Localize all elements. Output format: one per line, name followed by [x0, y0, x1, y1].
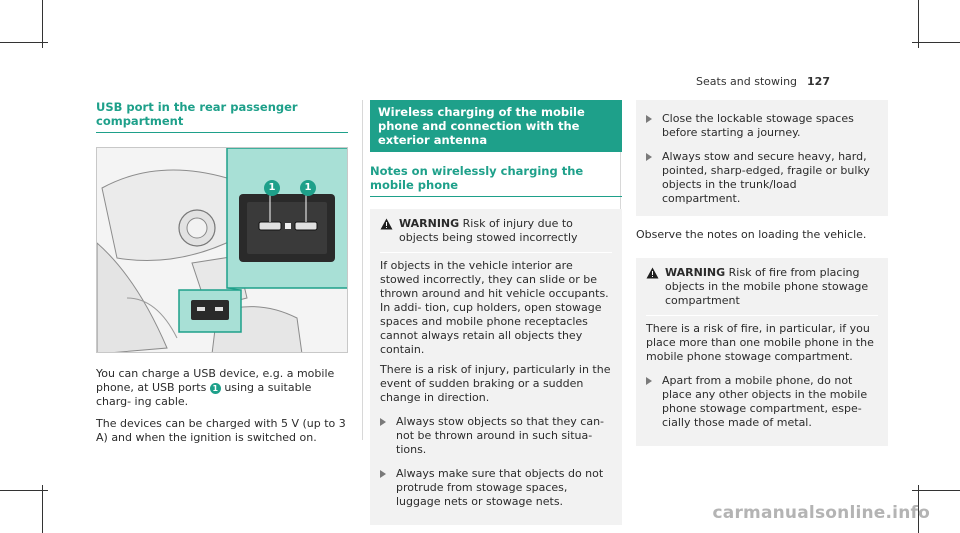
warning-paragraph: There is a risk of fire, in particular, if you place more than one mobile phone in the mobile phone stowage compartment. — [646, 322, 874, 363]
usb-paragraph-1 — [96, 367, 348, 409]
callout-number-icon: 1 — [300, 180, 316, 196]
bullet-text: Always stow objects so that they can- not be thrown around in such situa- tions. — [396, 415, 605, 456]
section-heading-usb: USB port in the rear passenger compartment — [96, 100, 348, 133]
bullet-item — [380, 467, 612, 509]
crop-mark-tl-v — [42, 0, 43, 48]
bullet-item — [646, 374, 878, 430]
watermark: carmanualsonline.info — [712, 503, 930, 523]
crop-mark-bl-v — [42, 485, 43, 533]
callout-number-icon: 1 — [264, 180, 280, 196]
crop-mark-tr-v — [918, 0, 919, 48]
section-heading-notes: Notes on wirelessly charging the mobile phone — [370, 164, 622, 197]
warning-title-text: Risk of fire from placing objects in the mobile phone stowage compartment — [665, 266, 869, 307]
bullet-text: Always make sure that objects do not protrude from stowage spaces, luggage nets or stowage nets. — [396, 467, 604, 508]
rear-console-drawing — [97, 148, 348, 353]
bullet-item — [646, 150, 878, 206]
crop-mark-br-h — [912, 490, 960, 491]
usb-paragraph-2: The devices can be charged with 5 V (up to 3 A) and when the ignition is switched on. — [96, 417, 346, 444]
bullet-text: Close the lockable stowage spaces before starting a journey. — [662, 112, 854, 139]
usb-port-illustration — [96, 147, 348, 353]
bullet-text: Apart from a mobile phone, do not place any other objects in the mobile phone stowage compartment, espe- cially those made of metal. — [662, 374, 868, 429]
usb-text-part: using a suitable charg- ing cable. — [96, 381, 312, 408]
usb-text-part: You can charge a USB device, e.g. a mobile phone, at USB ports — [96, 367, 335, 394]
warning-triangle-icon — [380, 218, 393, 230]
column-usb-port — [96, 100, 348, 445]
warning-title — [399, 217, 612, 245]
page-number: 127 — [807, 75, 830, 88]
bullet-item — [380, 415, 612, 457]
bullet-arrow-icon — [380, 470, 386, 478]
bullet-item — [646, 112, 878, 140]
bullet-arrow-icon — [646, 377, 652, 385]
warning-box-continued — [636, 100, 888, 216]
warning-paragraph: If objects in the vehicle interior are stowed incorrectly, they can slide or be thrown around and hit vehicle occupants. In addi- tion, cup holders, open stowage spaces and mobile phone receptacles cannot always retain all objects they contain. — [380, 259, 609, 356]
warning-title — [665, 266, 878, 308]
column-wireless-charging — [370, 100, 622, 525]
bullet-arrow-icon — [646, 115, 652, 123]
warning-title-text: Risk of injury due to objects being stowed incorrectly — [399, 217, 578, 244]
warning-triangle-icon — [646, 267, 659, 279]
column-continued — [636, 100, 888, 446]
warning-label: WARNING — [399, 217, 460, 230]
crop-mark-tr-h — [912, 42, 960, 43]
warning-paragraph: There is a risk of injury, particularly in the event of sudden braking or a sudden change in direction. — [380, 363, 611, 404]
warning-box-injury — [370, 209, 622, 525]
warning-label: WARNING — [665, 266, 726, 279]
section-title: Seats and stowing — [696, 75, 798, 88]
chapter-banner: Wireless charging of the mobile phone and connection with the exterior antenna — [370, 100, 622, 152]
warning-box-fire — [636, 258, 888, 446]
bullet-arrow-icon — [380, 418, 386, 426]
bullet-text: Always stow and secure heavy, hard, pointed, sharp-edged, fragile or bulky objects in the trunk/load compartment. — [662, 150, 870, 205]
observe-note: Observe the notes on loading the vehicle. — [636, 228, 867, 241]
bullet-arrow-icon — [646, 153, 652, 161]
crop-mark-bl-h — [0, 490, 48, 491]
crop-mark-tl-h — [0, 42, 48, 43]
running-header — [696, 75, 830, 88]
callout-number-icon: 1 — [210, 383, 221, 394]
column-divider — [362, 100, 363, 440]
